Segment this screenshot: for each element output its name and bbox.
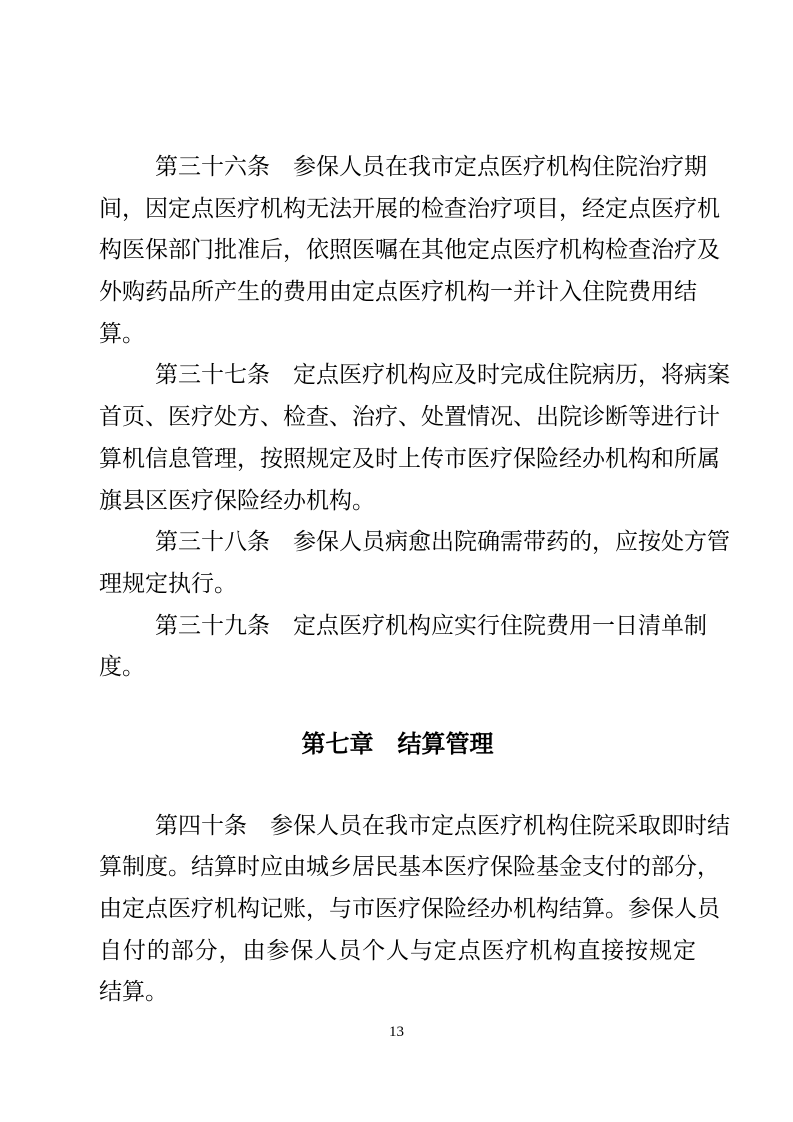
chapter-heading: 第七章 结算管理 — [301, 729, 494, 758]
text-line: 度。 — [99, 654, 145, 681]
text-line: 第三十七条 定点医疗机构应及时完成住院病历，将病案 — [155, 362, 730, 389]
paragraph-article-39 — [99, 606, 707, 689]
text-line: 算机信息管理，按照规定及时上传市医疗保险经办机构和所属 — [99, 445, 720, 472]
paragraph-article-37 — [99, 355, 730, 522]
text-line: 由定点医疗机构记账，与市医疗保险经办机构结算。参保人员 — [99, 896, 720, 922]
text-line: 间，因定点医疗机构无法开展的检查治疗项目，经定点医疗机 — [99, 195, 720, 222]
text-line: 第四十条 参保人员在我市定点医疗机构住院采取即时结 — [155, 812, 730, 839]
text-line: 首页、医疗处方、检查、治疗、处置情况、出院诊断等进行计 — [99, 404, 720, 431]
page-number: 13 — [389, 1024, 404, 1040]
text-line: 构医保部门批准后，依照医嘱在其他定点医疗机构检查治疗及 — [99, 237, 720, 264]
text-line: 第三十九条 定点医疗机构应实行住院费用一日清单制 — [155, 612, 707, 639]
paragraph-article-40 — [99, 806, 730, 1006]
text-line: 算。 — [99, 320, 145, 347]
text-line: 算制度。结算时应由城乡居民基本医疗保险基金支付的部分， — [99, 854, 720, 881]
text-line: 自付的部分，由参保人员个人与定点医疗机构直接按规定结算。 — [99, 937, 696, 1006]
paragraph-article-36 — [99, 147, 720, 355]
paragraph-article-38 — [99, 522, 730, 605]
text-line: 外购药品所产生的费用由定点医疗机构一并计入住院费用结 — [99, 279, 697, 306]
text-line: 理规定执行。 — [99, 570, 237, 597]
text-line: 旗县区医疗保险经办机构。 — [99, 487, 375, 514]
text-line: 第三十八条 参保人员病愈出院确需带药的，应按处方管 — [155, 529, 730, 556]
text-line: 第三十六条 参保人员在我市定点医疗机构住院治疗期 — [155, 154, 707, 180]
document-body — [99, 147, 730, 1006]
